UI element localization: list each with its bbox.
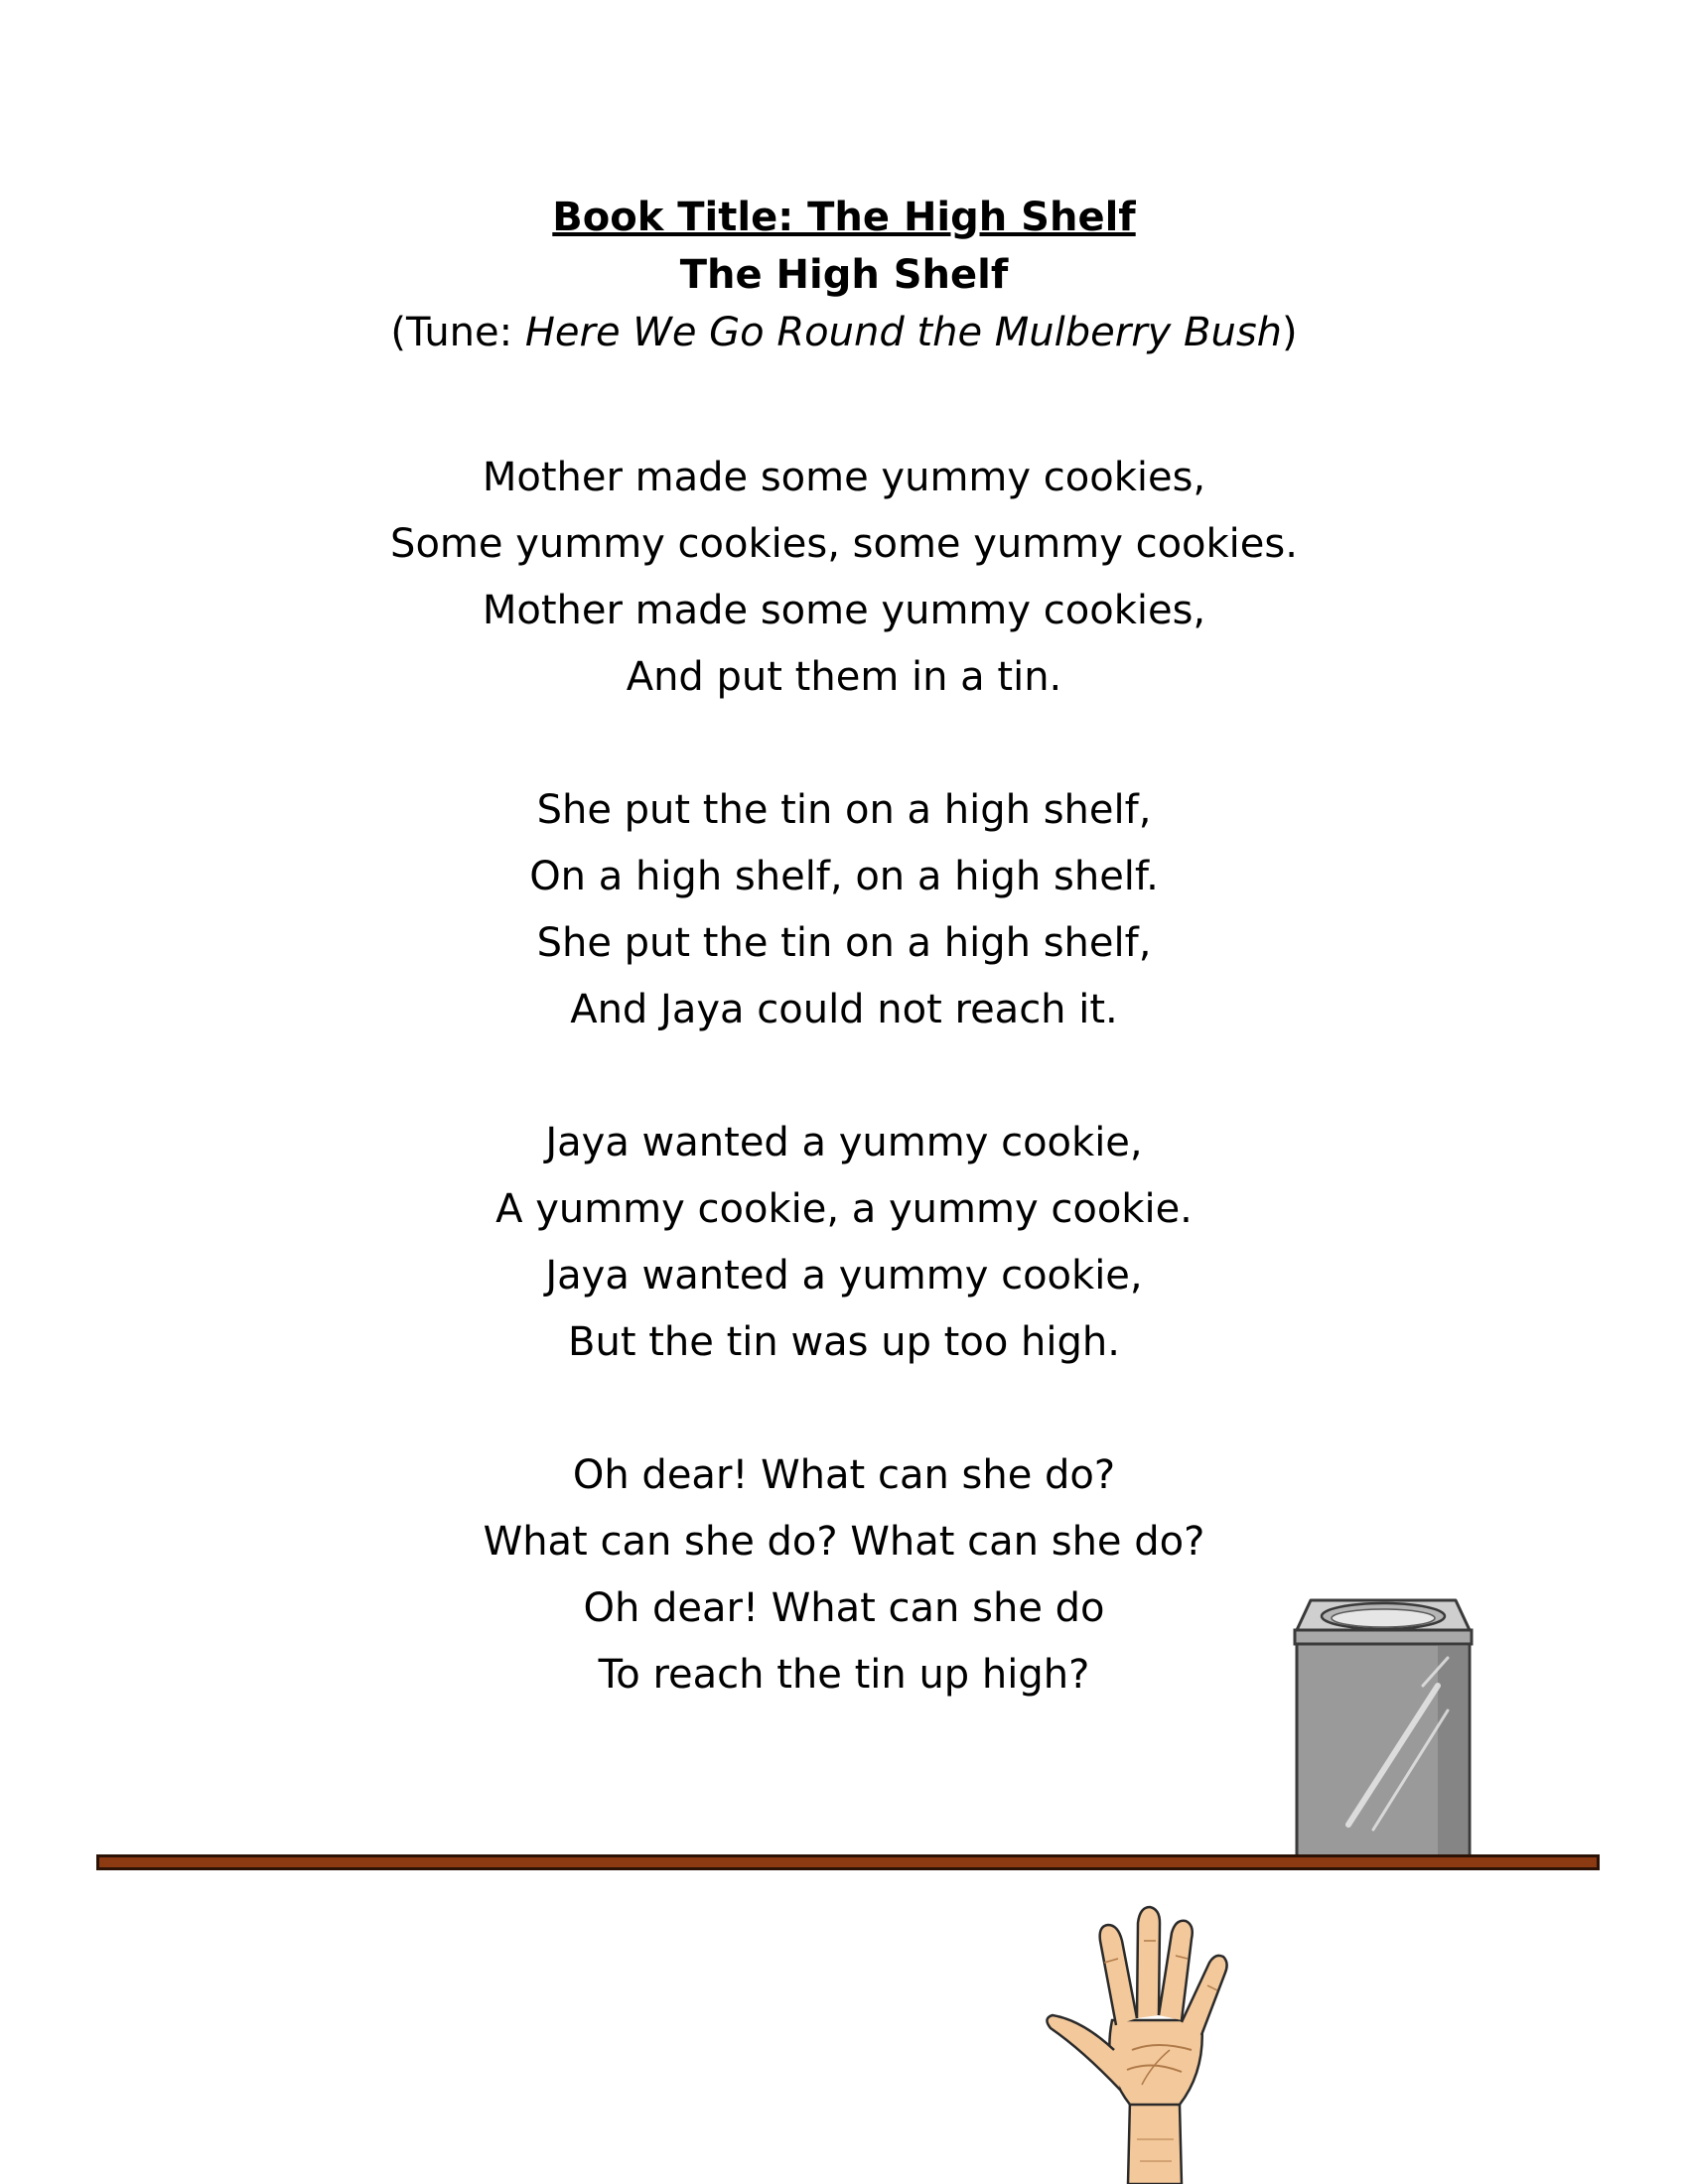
cookie-tin-icon (1289, 1596, 1477, 1858)
lyric-line: To reach the tin up high? (598, 1652, 1090, 1698)
lyric-line: Some yummy cookies, some yummy cookies. (390, 521, 1298, 567)
lyric-line: Oh dear! What can she do? (572, 1452, 1116, 1498)
lyric-line: On a high shelf, on a high shelf. (529, 854, 1159, 899)
lyric-line: Mother made some yummy cookies, (482, 588, 1206, 633)
tune-suffix: ) (1282, 310, 1298, 355)
lyric-line: She put the tin on a high shelf, (536, 920, 1152, 966)
lyrics (0, 445, 1688, 1775)
lyric-line: What can she do? What can she do? (483, 1519, 1205, 1565)
tune-prefix: (Tune: (390, 310, 525, 355)
verse-2 (0, 777, 1688, 1043)
lyric-line: She put the tin on a high shelf, (536, 787, 1152, 833)
song-title: The High Shelf (679, 252, 1009, 298)
lyric-line: Jaya wanted a yummy cookie, (545, 1253, 1143, 1298)
reaching-hand-icon (1043, 1901, 1241, 2184)
lyric-line: Jaya wanted a yummy cookie, (545, 1120, 1143, 1165)
lyric-line: And Jaya could not reach it. (570, 987, 1118, 1032)
lyric-line: And put them in a tin. (626, 654, 1062, 700)
lyric-line: Mother made some yummy cookies, (482, 455, 1206, 500)
lyric-line: But the tin was up too high. (568, 1319, 1120, 1365)
verse-1 (0, 445, 1688, 711)
lyric-line: A yummy cookie, a yummy cookie. (495, 1186, 1193, 1232)
lyric-line: Oh dear! What can she do (583, 1585, 1105, 1631)
shelf-icon (96, 1854, 1600, 1870)
title-block (0, 189, 1688, 361)
tune-name: Here We Go Round the Mulberry Bush (524, 310, 1283, 355)
tune-line (0, 304, 1688, 361)
verse-3 (0, 1110, 1688, 1376)
book-title: Book Title: The High Shelf (552, 195, 1136, 240)
